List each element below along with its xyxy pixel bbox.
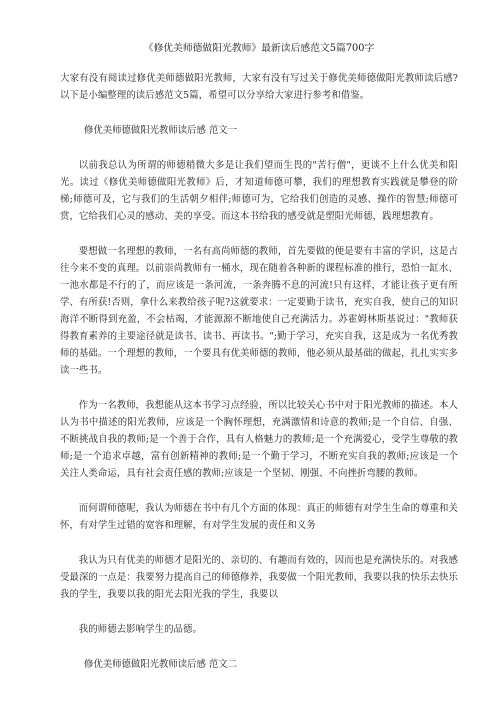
spacer xyxy=(60,638,458,656)
body-paragraph: 我的师德去影响学生的品德。 xyxy=(78,624,202,635)
spacer xyxy=(60,482,458,500)
spacer xyxy=(60,534,458,552)
intro-paragraph: 大家有没有阅读过修优美师德做阳光教师，大家有没有写过关于修优美师德做阳光教师读后感?以下是小编整理的读后感范文5篇，希望可以分享给大家进行参考和借鉴。 xyxy=(60,73,458,101)
body-paragraph: 而何谓师德呢，我认为师德在书中有几个方面的体现：真正的师德有对学生生命的尊重和关怀，有对学生过错的宽容和理解，有对学生发展的责任和义务 xyxy=(60,503,458,531)
body-paragraph: 要想做一名理想的教师，一名有高尚师德的教师，首先要做的便是要有丰富的学识，这是古往今来不变的真理。以前崇尚教师有一桶水，现在随着各种新的课程标准的推行，恐怕一缸水、一池水都是不行的了，而应该是一条河流，一条奔腾不息的河流!只有这样，才能让孩子更有所学、有所获!否则，拿什么来教给孩子呢?这就要求：一定要勤于读书，充实自我，使自己的知识海洋不断得到充盈，不会枯竭，才能源源不断地使自己充满活力。苏霍姆林斯基说过："教师获得教育素养的主要途径就是读书、读书、再读书。";勤于学习，充实自我，这是成为一名优秀教师的基础。一个理想的教师，一个要具有优美师德的教师，他必须从最基础的做起，扎扎实实多读一些书。 xyxy=(60,246,458,376)
body-paragraph: 我认为只有优美的师德才是阳光的、亲切的、有趣而有效的，因而也是充满快乐的。对我感受最深的一点是：我要努力提高自己的师德修养，我要做一个阳光教师，我要以我的快乐去快乐我的学生，我要以我的阳光去阳光我的学生，我要以 xyxy=(60,555,458,600)
spacer xyxy=(60,225,458,243)
spacer xyxy=(60,379,458,397)
spacer xyxy=(60,104,458,122)
section-heading-2: 修优美师德做阳光教师读后感 范文二 xyxy=(84,659,237,670)
body-paragraph: 以前我总认为所谓的师德稍微大多是让我们望而生畏的"苦行僧"，更谈不上什么优美和阳光。读过《修优美师德做阳光教师》后，才知道师德可攀，我们的理想教育实践就是攀登的阶梯;师德可及，它与我们的生活朝夕相伴;师德可为，它给我们创造的灵感、操作的智慧;师德可赏，它给我们心灵的感动、美的享受。而这本书给我的感受就是塑阳光师德，践理想教育。 xyxy=(60,160,458,222)
body-paragraph: 作为一名教师，我想能从这本书学习点经验，所以比较关心书中对于阳光教师的描述。本人认为书中描述的阳光教师，应该是一个胸怀理想，充满激情和诗意的教师;是一个自信、自强、不断挑战自我的教师;是一个善于合作，具有人格魅力的教师;是一个充满爱心，受学生尊敬的教师;是一个追求卓越，富有创新精神的教师;是一个勤于学习，不断充实自我的教师;应该是一个关注人类命运，具有社会责任感的教师;应该是一个坚韧、刚强、不向挫折弯腰的教师。 xyxy=(60,400,458,479)
section-heading-1: 修优美师德做阳光教师读后感 范文一 xyxy=(84,125,237,136)
spacer xyxy=(60,139,458,157)
spacer xyxy=(60,603,458,621)
document-title: 《修优美师德做阳光教师》最新读后感范文5篇700字 xyxy=(143,43,375,54)
